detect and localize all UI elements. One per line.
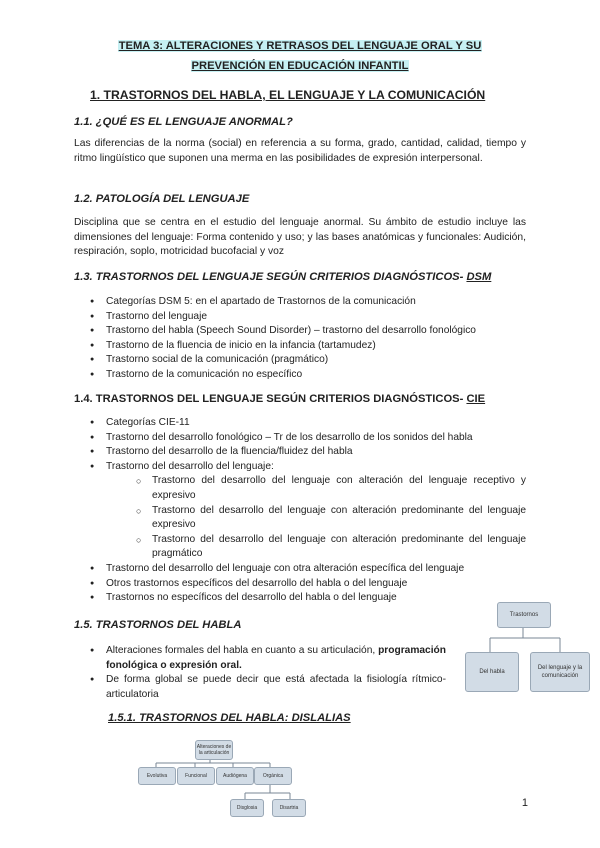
list-item: ● Trastorno social de la comunicación (pragmático) <box>90 353 476 368</box>
diagram-node-alteraciones: Alteraciones de la articulación <box>195 740 233 760</box>
diagram-node-del-lenguaje: Del lenguaje y la comunicación <box>530 652 590 692</box>
section-1-5-heading: 1.5. TRASTORNOS DEL HABLA <box>74 619 242 631</box>
cie-list <box>90 416 526 606</box>
section-1-3-heading-text: 1.3. TRASTORNOS DEL LENGUAJE SEGÚN CRITERIOS DIAGNÓSTICOS- <box>74 271 467 283</box>
list-item: ● Trastorno del desarrollo fonológico – Tr de los desarrollo de los sonidos del habla <box>90 431 526 446</box>
diagram-node-funcional: Funcional <box>177 767 215 785</box>
diagram-node-del-habla: Del habla <box>465 652 519 692</box>
cie-sublist <box>130 474 526 562</box>
sublist-item: ○ Trastorno del desarrollo del lenguaje con alteración del lenguaje receptivo y expresivo <box>130 474 526 503</box>
list-item: ● Categorías DSM 5: en el apartado de Trastornos de la comunicación <box>90 295 476 310</box>
list-item-text: Trastorno del desarrollo del lenguaje: <box>106 460 274 472</box>
title-text-1: TEMA 3: ALTERACIONES Y RETRASOS DEL LENGUAJE ORAL Y SU <box>118 40 482 52</box>
section-1-3-heading <box>74 271 491 283</box>
section-1-4-heading-text: 1.4. TRASTORNOS DEL LENGUAJE SEGÚN CRITERIOS DIAGNÓSTICOS- <box>74 393 467 405</box>
diagram-node-organica: Orgánica <box>254 767 292 785</box>
list-item: ● Trastorno de la comunicación no específico <box>90 368 476 383</box>
list-item: ● Trastorno del lenguaje <box>90 310 476 325</box>
section-1-1-text: Las diferencias de la norma (social) en referencia a su forma, grado, cantidad, calidad, tiempo y ritmo lingüístico que suponen una merma en las posibilidades de expresión interpersonal. <box>74 138 526 164</box>
diagram-node-evolutiva: Evolutiva <box>138 767 176 785</box>
dsm-link[interactable]: DSM <box>466 271 492 283</box>
title-text-2: PREVENCIÓN EN EDUCACIÓN INFANTIL <box>191 60 409 72</box>
list-item: ● Trastorno del desarrollo del lenguaje con otra alteración específica del lenguaje <box>90 562 526 577</box>
document-title-line2 <box>60 56 540 76</box>
cie-link[interactable]: CIE <box>466 393 486 405</box>
diagram-node-disartria: Disartria <box>272 799 306 817</box>
section-1-1-heading: 1.1. ¿QUÉ ES EL LENGUAJE ANORMAL? <box>74 116 293 128</box>
document-title-line1 <box>60 36 540 56</box>
sublist-item: ○ Trastorno del desarrollo del lenguaje con alteración predominante del lenguaje expresivo <box>130 504 526 533</box>
list-item: ● Categorías CIE-11 <box>90 416 526 431</box>
list-item <box>90 460 526 562</box>
list-item-bold-text: programación fonológica o expresión oral. <box>106 645 446 671</box>
list-item: ● Otros trastornos específicos del desarrollo del habla o del lenguaje <box>90 577 526 592</box>
dsm-list <box>90 295 476 383</box>
list-item: ● Trastorno del desarrollo de la fluencia/fluidez del habla <box>90 445 526 460</box>
list-item: ● Trastorno de la fluencia de inicio en la infancia (tartamudez) <box>90 339 476 354</box>
section-1-heading: 1. TRASTORNOS DEL HABLA, EL LENGUAJE Y LA COMUNICACIÓN <box>90 88 486 102</box>
habla-list <box>90 644 446 702</box>
diagram-node-disglosia: Disglosia <box>230 799 264 817</box>
list-item-text: Alteraciones formales del habla en cuanto a su articulación, <box>106 645 379 656</box>
section-1-2-text: Disciplina que se centra en el estudio del lenguaje anormal. Su ámbito de estudio incluye las dimensiones del lenguaje: Forma contenido y uso; y las bases anatómicas y funcionales: Audición, respiración, soplo, motricidad bucofacial y voz <box>74 217 526 257</box>
page-number: 1 <box>521 797 528 809</box>
list-item: ● Trastornos no específicos del desarrollo del habla o del lenguaje <box>90 591 526 606</box>
sublist-item: ○ Trastorno del desarrollo del lenguaje con alteración predominante del lenguaje pragmático <box>130 533 526 562</box>
diagram-node-trastornos: Trastornos <box>497 602 551 628</box>
list-item: ● Trastorno del habla (Speech Sound Disorder) – trastorno del desarrollo fonológico <box>90 324 476 339</box>
list-item: ● De forma global se puede decir que está afectada la fisiología rítmico-articulatoria <box>90 673 446 702</box>
section-1-2-heading: 1.2. PATOLOGÍA DEL LENGUAJE <box>74 193 250 205</box>
section-1-5-1-heading: 1.5.1. TRASTORNOS DEL HABLA: DISLALIAS <box>108 712 351 724</box>
list-item <box>90 644 446 673</box>
diagram-node-audiogena: Audiógena <box>216 767 254 785</box>
section-1-4-heading <box>74 393 485 405</box>
